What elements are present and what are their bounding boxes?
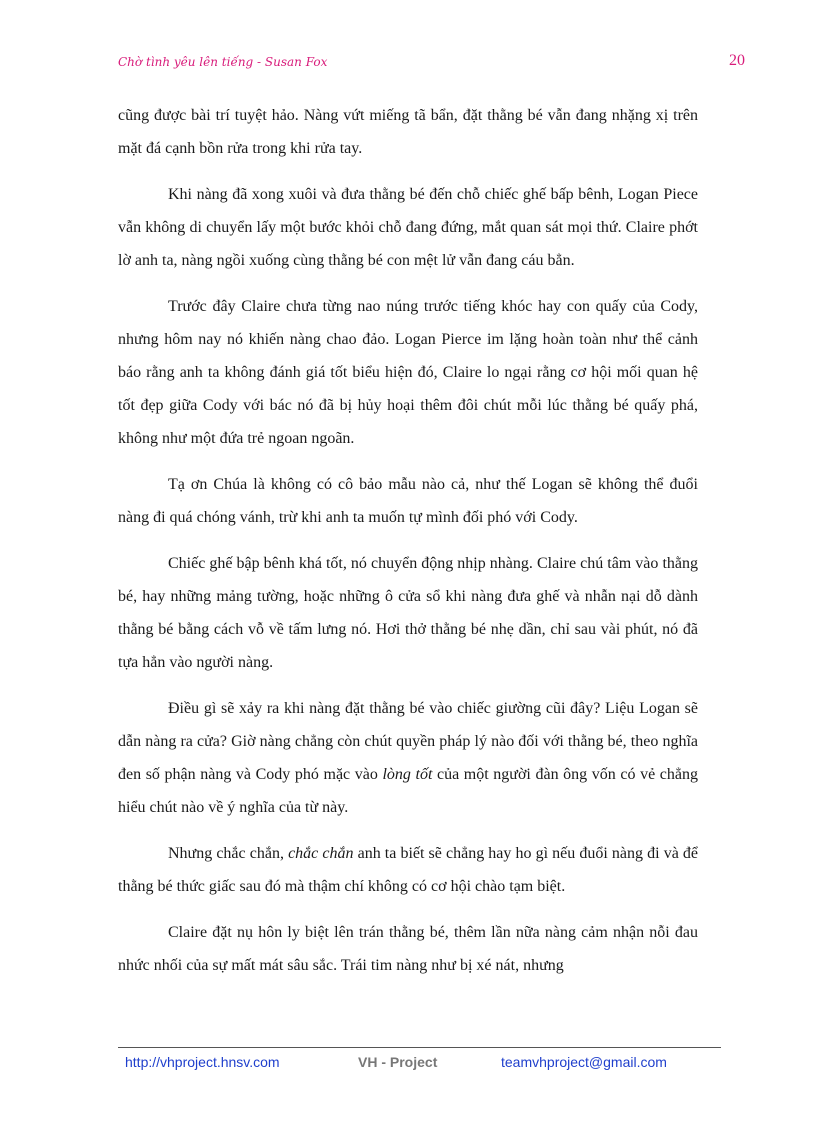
footer [118,1054,721,1074]
paragraph-text: anh ta biết sẽ chẳng hay ho gì nếu đuổi nàng đi và để thằng bé thức giấc sau đó mà thậm chí không có cơ hội chào tạm biệt. [118,845,699,895]
paragraph [118,837,698,903]
paragraph-text: của một người đàn ông vốn có vẻ chẳng hiểu chút nào về ý nghĩa của từ này. [118,766,698,816]
paragraph-text: Điều gì sẽ xảy ra khi nàng đặt thằng bé vào chiếc giường cũi đây? Liệu Logan sẽ dẫn nàng ra cửa? Giờ nàng chẳng còn chút quyền pháp lý nào đối với thằng bé, theo nghĩa đen số phận nàng và Cody phó mặc vào [118,700,698,783]
paragraph [118,692,698,824]
emphasis-text: chắc chắn [288,845,354,862]
footer-email-link[interactable]: teamvhproject@gmail.com [501,1054,667,1070]
paragraph: cũng được bài trí tuyệt hảo. Nàng vứt miếng tã bẩn, đặt thằng bé vẫn đang nhặng xị trên mặt đá cạnh bồn rửa trong khi rửa tay. [118,107,698,157]
page-number: 20 [729,52,745,69]
footer-project-name: VH - Project [358,1054,438,1070]
paragraph: Trước đây Claire chưa từng nao núng trước tiếng khóc hay con quấy của Cody, nhưng hôm nay nó khiến nàng chao đảo. Logan Pierce im lặng hoàn toàn như thể cảnh báo rằng anh ta không đánh giá tốt biểu hiện đó, Claire lo ngại rằng cơ hội mối quan hệ tốt đẹp giữa Cody với bác nó đã bị hủy hoại thêm đôi chút mỗi lúc thằng bé quấy phá, không như một đứa trẻ ngoan ngoãn. [118,298,698,447]
paragraph: Chiếc ghế bập bênh khá tốt, nó chuyển động nhịp nhàng. Claire chú tâm vào thằng bé, hay những mảng tường, hoặc những ô cửa sổ khi nàng đưa ghế và nhẫn nại dỗ dành thằng bé bằng cách vỗ về tấm lưng nó. Hơi thở thằng bé nhẹ dần, chỉ sau vài phút, nó đã tựa hẳn vào người nàng. [118,555,698,671]
paragraph: Claire đặt nụ hôn ly biệt lên trán thằng bé, thêm lần nữa nàng cảm nhận nỗi đau nhức nhối của sự mất mát sâu sắc. Trái tim nàng như bị xé nát, nhưng [118,924,698,974]
paragraph: Khi nàng đã xong xuôi và đưa thằng bé đến chỗ chiếc ghế bấp bênh, Logan Piece vẫn không di chuyển lấy một bước khỏi chỗ đang đứng, mắt quan sát mọi thứ. Claire phớt lờ anh ta, nàng ngồi xuống cùng thằng bé con mệt lử vẫn đang cáu bẳn. [118,186,698,269]
emphasis-text: lòng tốt [382,766,433,783]
paragraph-text: Nhưng chắc chắn, [168,845,289,862]
paragraph: Tạ ơn Chúa là không có cô bảo mẫu nào cả, như thế Logan sẽ không thể đuổi nàng đi quá chóng vánh, trừ khi anh ta muốn tự mình đối phó với Cody. [118,476,698,526]
header-book-title: Chờ tình yêu lên tiếng - Susan Fox [118,55,328,69]
body-text [118,99,698,995]
footer-divider [118,1047,721,1048]
footer-website-link[interactable]: http://vhproject.hnsv.com [125,1054,280,1070]
